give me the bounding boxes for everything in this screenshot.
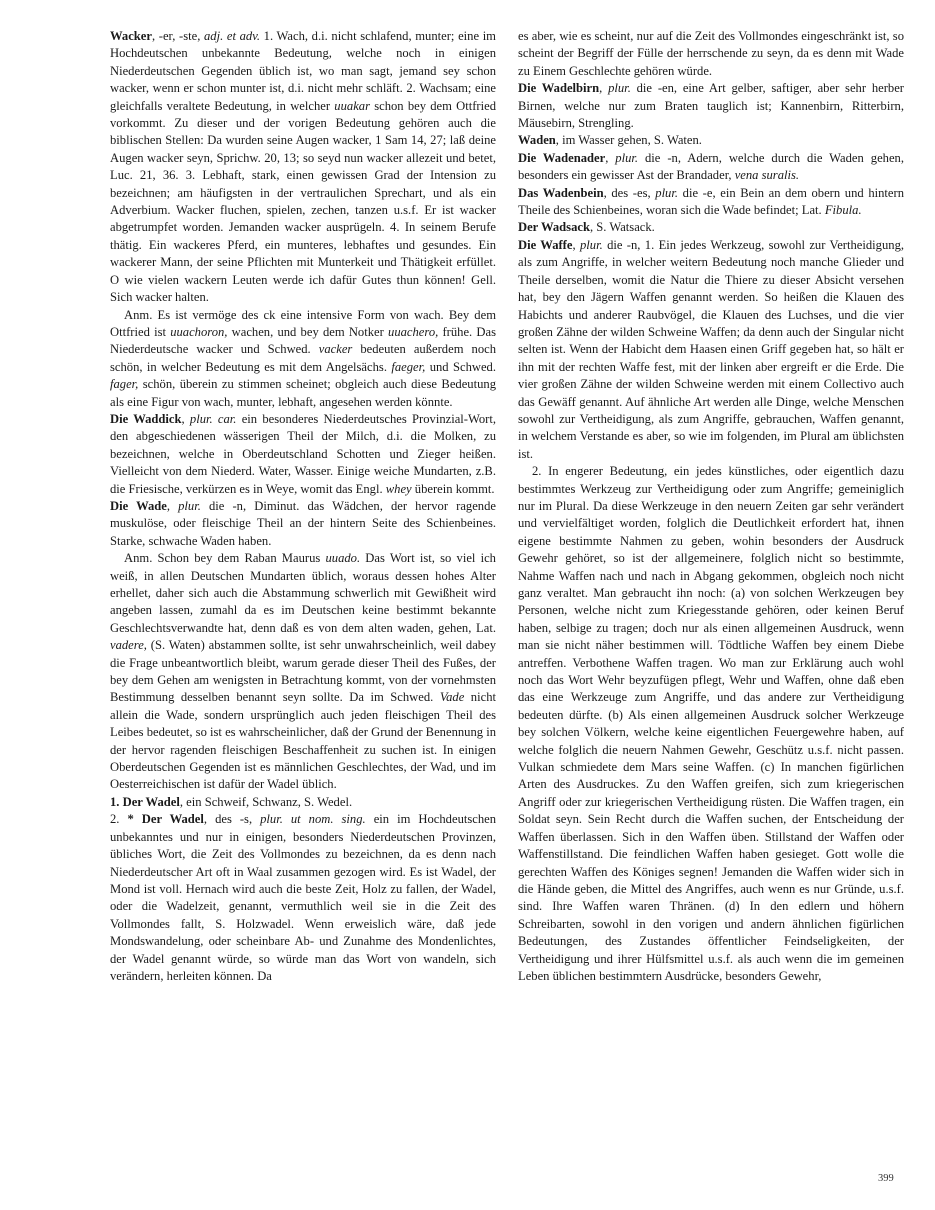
entry-wade: Die Wade, plur. die -n, Diminut. das Wädchen, der hervor ragende muskulöse, oder fleischige Theil an der hintern Seite des Schienbeines. Starke, schwache Waden haben. (110, 498, 496, 548)
left-column (110, 28, 496, 985)
entry-wacker: Wacker, -er, -ste, adj. et adv. 1. Wach, d.i. nicht schlafend, munter; eine im Hochdeutschen unbekannte Bedeutung, welche noch in einigen Niederdeutschen Gegenden üblich ist, wo man sagt, jemand sey schon wacker, wenn er schon munter ist, d.i. nicht mehr schläft. 2. Wachsam; eine gleichfalls veraltete Bedeutung, in welcher uuakar schon bey dem Ottfried vorkommt. Zu dieser und der vorigen Bedeutung gehören auch die biblischen Stellen: Da wurden seine Augen wacker, 1 Sam 14, 27; laß deine Augen wacker seyn, Sprichw. 20, 13; so seyd nun wacker allezeit und betet, Luc. 21, 36. 3. Lebhaft, stark, einen gewissen Grad der Intension zu bezeichnen; am häufigsten in der vertraulichen Sprechart, und als ein Adverbium. Wacker fluchen, spielen, zechen, tanzen u.s.f. Er ist wacker abgetrumpfet worden. Jemanden wacker ausprügeln. 4. In seinem Berufe thätig. Ein wackeres Pferd, ein munteres, lebhaftes und gesundes. Ein wackerer Mann, der seine Pflichten mit Munterkeit und Thätigkeit erfüllet. O wie vielen wackern Leuten werde ich dafür Gutes thun können! Gell. Sich wacker halten. (110, 29, 496, 305)
headword: Die Waddick (110, 411, 182, 426)
note-wacker: Anm. Es ist vermöge des ck eine intensive Form von wach. Bey dem Ottfried ist uuachoron, wachen, und bey dem Notker uuachero, frühe. Das Niederdeutsche wacker und Schwed. vacker bedeuten außerdem noch schön, in welcher Bedeutung es mit dem Angelsächs. faeger, und Schwed. fager, schön, überein zu stimmen scheinet; obgleich auch diese Bedeutung als eine Figur von wach, munter, lebhaft, angesehen werden könnte. (110, 307, 497, 409)
right-column (518, 28, 904, 985)
headword: Die Wadelbirn (518, 81, 600, 96)
headword: 1. Der Wadel (110, 794, 180, 809)
entry-wadenbein: Das Wadenbein, des -es, plur. die -e, ein Bein an dem obern und hintern Theile des Schienbeines, woran sich die Wade befindet; Lat. Fibula. (518, 185, 904, 218)
entry-waddick: Die Waddick, plur. car. ein besonderes Niederdeutsches Provinzial-Wort, den abgeschiedenen wässerigen Theil der Milch, d.i. die Molken, zu bezeichnen, welche in Oberdeutschland Schotten und Zieger heißen. Vielleicht von dem Niederd. Water, Wasser. Einige weiche Mundarten, z.B. die Friesische, verkürzen es in Weye, womit das Engl. whey überein kommt. (110, 411, 497, 496)
headword: Wacker (110, 29, 152, 43)
note-wade: Anm. Schon bey dem Raban Maurus uuado. Das Wort ist, so viel ich weiß, in allen Deutschen Mundarten üblich, woraus dessen hohes Alter erhellet, daher sich auch die Abstammung schwerlich mit Gewißheit wird angeben lassen, zumahl da es im Deutschen keine bestimmt bekannte Geschlechtsverwandte hat, denn daß es von dem alten waden, gehen, Lat. vadere, (S. Waten) abstammen sollte, ist sehr unwahrscheinlich, weil dabey die Frage unbeantwortlich bleibt, warum gerade dieser Theil des Fußes, der bey dem Gehen am wenigsten in Betrachtung kommt, von der vornehmsten Bestimmung desselben benannt seyn sollte. Da im Schwed. Vade nicht allein die Wade, sondern ursprünglich auch jeden fleischigen Theil des Leibes bedeutet, so ist es wahrscheinlicher, daß der Grund der Benennung in der hervor ragenden fleischigen Beschaffenheit zu suchen ist. In einigen Oberdeutschen Gegenden ist es männlichen Geschlechtes, der Wad, und im Oesterreichischen ist dafür der Wadel üblich. (110, 551, 496, 792)
entry-wadelbirn: Die Wadelbirn, plur. die -en, eine Art gelber, saftiger, aber sehr herber Birnen, welche nur zum Braten tauglich ist; Kannenbirn, Ritterbirn, Mäusebirn, Strengling. (518, 81, 904, 131)
entry-wadsack: Der Wadsack, S. Watsack. (518, 220, 655, 235)
headword: Der Wadsack (518, 220, 590, 235)
entry-wadel-2-continued: es aber, wie es scheint, nur auf die Zeit des Vollmondes eingeschränkt ist, so scheint der Begriff der Fülle der herrschende zu seyn, da es denn mit Wade zu Einem Geschlechte gehören würde. (518, 29, 904, 78)
entry-wadel-1: 1. Der Wadel, ein Schweif, Schwanz, S. Wedel. (110, 794, 353, 809)
page-number: 399 (878, 1173, 894, 1184)
entry-waffe: Die Waffe, plur. die -n, 1. Ein jedes Werkzeug, sowohl zur Vertheidigung, als zum Angriffe, in welcher weitern Bedeutung noch manche Glieder und Theile derselben, womit die Natur die Thiere zu dieser Absicht versehen hat, bey den Jägern Waffen genannt werden. So heißen die Klauen des Habichts und anderer Raubvögel, die Klauen des Luchses, und die vier großen Zähne der wilden Schweine Waffen; da denn auch der Singular nicht selten ist. Wenn der Habicht dem Haasen einen Griff gegeben hat, so hält er ihn mit der rechten Waffe fest, mit der linken aber ergreift er die Erde. Die vier großen Zähne der wilden Schweine werden mit einem Collectivo auch das Gewäff genannt. Auf ähnliche Art werden alle Dinge, welche Menschen sowohl zur Vertheidigung, als zum Angriffe, gebrauchen, Waffen genannt, in welchem Verstande es aber, so wie im folgenden, im Plural am üblichsten ist. (518, 237, 905, 461)
headword: * Der Wadel (127, 812, 204, 827)
headword: Waden (518, 133, 556, 148)
entry-waffe-sense-2: 2. In engerer Bedeutung, ein jedes künstliches, oder eigentlich dazu bestimmtes Werkzeug zur Vertheidigung oder zum Angriffe; gemeiniglich nur im Plural. Da diese Werkzeuge in den neuern Zeiten gar sehr verändert und vervielfältiget worden, folglich die Deutlichkeit erfordert hat, ihnen eigene bestimmte Nahmen zu geben, wohin besonders der Ausdruck Gewehr gehöret, so ist der allgemeinere, folglich nicht so bestimmte, Nahme Waffen nach und nach in Abgang gekommen, obgleich noch nicht ganz veraltet. Man gebraucht ihn noch: (a) von solchen Werkzeugen bey Personen, welche nicht zum Kriegesstande gehören, oder keinen Beruf haben, selbige zu tragen; doch nur als einen allgemeinen Ausdruck, wenn man sie nicht näher bestimmen will. Tödtliche Waffen bey einem Diebe antreffen. Verbothene Waffen tragen. Wo man zur Erklärung auch wohl noch das Wort Wehr beyzufügen pflegt, Wehr und Waffen, ohne daß eben das eine Werkzeuge zum Angriffe, und das andere zur Vertheidigung bedeuten dürfte. (b) Als einen allgemeinen Ausdruck solcher Werkzeuge bey solchen Völkern, welche keine eigentlichen Feuergewehre haben, auf welche folglich die neuern Nahmen Gewehr, Geschütz u.s.f. nicht passen. Vulkan schmiedete dem Mars seine Waffen. (c) In manchen figürlichen Arten des Ausdruckes. Zu den Waffen greifen, sich zum kriegerischen Angriff oder zur kriegerischen Vertheidigung rüsten. Die Waffen tragen, ein Soldat seyn. Sein Recht durch die Waffen suchen, der Entscheidung der Waffen überlassen. Sich in den Waffen üben. Stillstand der Waffen oder Waffenstillstand. Die feindlichen Waffen haben gesieget. Gott wolle die gerechten Waffen des Königes segnen! Jemanden die Waffen wider sich in die Hände geben, die Mittel des Angriffes, auch wenn es nur Gründe, u.s.f. sind. Ihre Waffen waren Thränen. (d) In den edlern und höhern Schreibarten, sowohl in den vorigen und andern ähnlichen figürlichen Bedeutungen, des Zustandes öffentlicher Feindseligkeiten, der Vertheidigung und ihrer Hülfsmittel u.s.f. als auch wenn die im gemeinen Leben üblichen bestimmtern Ausdrücke, besonders Gewehr, (518, 464, 904, 983)
entry-wadenader: Die Wadenader, plur. die -n, Adern, welche durch die Waden gehen, besonders ein gewisser Ast der Brandader, vena suralis. (518, 150, 904, 183)
headword: Die Wadenader (518, 150, 606, 165)
headword: Die Waffe (518, 237, 573, 252)
entry-waden: Waden, im Wasser gehen, S. Waten. (518, 133, 702, 148)
entry-wadel-2: 2. * Der Wadel, des -s, plur. ut nom. sing. ein im Hochdeutschen unbekanntes und nur in einigen, besonders Niederdeutschen Provinzen, übliches Wort, die Zeit des Vollmondes zu bezeichnen, da es denn nach Niederdeutscher Art oft in Waal zusammen gezogen wird. Es ist Wadel, der Mond ist voll. Hernach wird auch die beste Zeit, Holz zu fallen, der Wadel, oder die Wadelzeit, genannt, vermuthlich weil sie in die Zeit des Vollmondes fallt, S. Holzwadel. Wenn erweislich wäre, daß jede Mondswandelung, oder scheinbare Ab- und Zunahme des Mondenlichtes, der Wadel genannt würde, so würde man das Wort von wandeln, sich verändern, herleiten können. Da (110, 812, 497, 983)
headword: Die Wade (110, 498, 167, 513)
headword: Das Wadenbein (518, 185, 604, 200)
